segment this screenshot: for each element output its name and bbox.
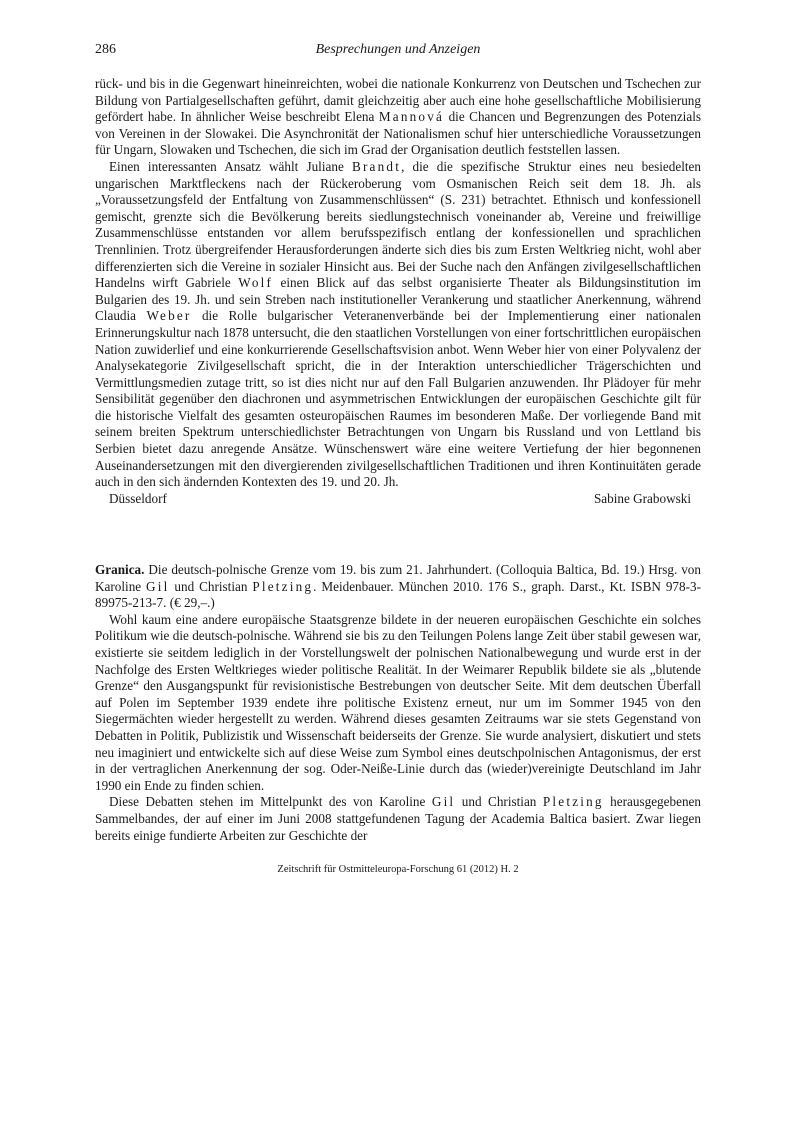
author-name: Weber	[146, 308, 192, 324]
author-name: Gil	[146, 578, 170, 594]
body-paragraph: Wohl kaum eine andere europäische Staatsgrenze bildete in der neueren europäischen Geschichte ein solches Politikum wie die deutsch-polnische. Während sie bis zu den Teilungen Polens lange Zeit über stabil gewesen war, existierte sie seitdem lediglich in der Vorstellungswelt der polnischen Nationalbewegung und wurde erst in der Nachfolge des Ersten Weltkrieges wieder politische Realität. In der Weimarer Republik bildete sie als „blutende Grenze“ den Ausgangspunkt für revisionistische Bestrebungen von deutscher Seite. Mit dem deutschen Überfall auf Polen im September 1939 endete ihre politische Existenz erneut, nur um im Sommer 1945 von den Siegermächten wieder hergestellt zu werden. Während dieses gesamten Zeitraums war sie stets Gegenstand von Debatten in Politik, Publizistik und Wissenschaft beiderseits der Grenze. Sie wurde analysiert, diskutiert und stets neu imaginiert und entwickelte sich auf diese Weise zum Symbol eines deutschpolnischen Antagonismus, der erst in der vertraglichen Anerkennung der sog. Oder-Neiße-Linie durch das (wieder)vereinigte Deutschland im Jahr 1990 ein Ende zu finden schien.	[95, 611, 701, 793]
review-sabine-grabowski	[95, 76, 701, 507]
reviewer-place: Düsseldorf	[109, 490, 167, 506]
book-title: Granica.	[95, 562, 145, 577]
page-header	[95, 42, 701, 62]
author-name: Mannová	[378, 109, 445, 125]
running-title: Besprechungen und Anzeigen	[315, 42, 481, 57]
body-paragraph: Einen interessanten Ansatz wählt Juliane Brandt, die die spezifische Struktur eines neu besiedelten ungarischen Marktfleckens nach der Rückeroberung vom Osmanischen Reich seit dem 18. Jh. als „Voraussetzungsfeld der Entfaltung von Zusammenschlüssen“ (S. 231) betrachtet. Ethnisch und konfessionell gemischt, grenzte sich die Bevölkerung bereits siedlungstechnisch voneinander ab, Vereine und freiwillige Zusammenschlüsse entstanden vor allem berufsspezifisch entlang der konfessionellen und sprachlichen Trennlinien. Trotz übergreifender Herausforderungen änderte sich dies bis zum Ersten Weltkrieg nicht, wohl aber differenzierten sich die Vereine in sozialer Hinsicht aus. Bei der Suche nach den Anfängen zivilgesellschaftlichen Handelns wirft Gabriele Wolf einen Blick auf das selbst organisierte Theater als Bildungsinstitution im Bulgarien des 19. Jh. und sein Streben nach institutioneller Verankerung und staatlicher Anerkennung, während Claudia Weber die Rolle bulgarischer Veteranenverbände bei der Implementierung einer nationalen Erinnerungskultur nach 1878 untersucht, die den staatlichen Vorstellungen von einer fortschrittlichen europäischen Nation zuwiderlief und eine konkurrierende Gesellschaftsvision anbot. Wenn Weber hier von einer Polyvalenz der Analysekategorie Zivilgesellschaft spricht, die in der Interaktion unterschiedlicher Trägerschichten und Vermittlungsmedien zutage tritt, so ist dies nicht nur auf den Fall Bulgarien anzuwenden. Ihr Plädoyer für mehr Sensibilität gegenüber den diachronen und asymmetrischen Entwicklungen der europäischen Geschichte gilt für die historische Vielfalt des gesamten osteuropäischen Raumes im besonderen Maße. Der vorliegende Band mit seinem breiten Spektrum unterschiedlichster Betrachtungen von Ungarn bis Russland und von Lettland bis Serbien bietet dazu anregende Ansätze. Wünschenswert wäre eine weitere Vertiefung der hier begonnenen Auseinandersetzungen mit den divergierenden zivilgesellschaftlichen Traditionen und ihren Kontinuitäten gerade auch in den sich ändernden Kontexten des 19. und 20. Jh.	[95, 158, 702, 490]
author-name: Gil	[431, 794, 456, 810]
page-number: 286	[95, 42, 116, 57]
journal-footer: Zeitschrift für Ostmitteleuropa-Forschung 61 (2012) H. 2	[277, 864, 519, 875]
author-name: Brandt	[351, 158, 402, 174]
author-name: Pletzing	[542, 794, 604, 810]
bibliographic-entry: Granica. Die deutsch-polnische Grenze vom 19. bis zum 21. Jahrhundert. (Colloquia Baltica, Bd. 19.) Hrsg. von Karoline Gil und Christian Pletzing. Meidenbauer. München 2010. 176 S., graph. Darst., Kt. ISBN 978-3-89975-213-7. (€ 29,–.)	[95, 562, 701, 611]
body-paragraph: rück- und bis in die Gegenwart hineinreichten, wobei die nationale Konkurrenz von Deutschen und Tschechen zur Bildung von Partialgesellschaften geführt, damit gleichzeitig aber auch eine hohe gesellschaftliche Mobilisierung gefördert habe. In ähnlicher Weise beschreibt Elena Mannová die Chancen und Begrenzungen des Potenzials von Vereinen in der Slowakei. Die Asynchronität der Nationalismen schuf hier unterschiedliche Voraussetzungen für Ungarn, Slowaken und Tschechen, die sich im Grad der Organisation deutlich feststellen lassen.	[95, 76, 701, 158]
author-name: Pletzing	[252, 578, 314, 594]
author-name: Wolf	[238, 275, 274, 291]
body-paragraph: Diese Debatten stehen im Mittelpunkt des von Karoline Gil und Christian Pletzing herausgegebenen Sammelbandes, der auf einer im Juni 2008 stattgefundenen Tagung der Academia Baltica basiert. Zwar liegen bereits einige fundierte Arbeiten zur Geschichte der	[95, 794, 701, 843]
review-granica	[95, 562, 701, 844]
review-signature	[95, 491, 701, 508]
reviewer-name: Sabine Grabowski	[593, 490, 691, 506]
